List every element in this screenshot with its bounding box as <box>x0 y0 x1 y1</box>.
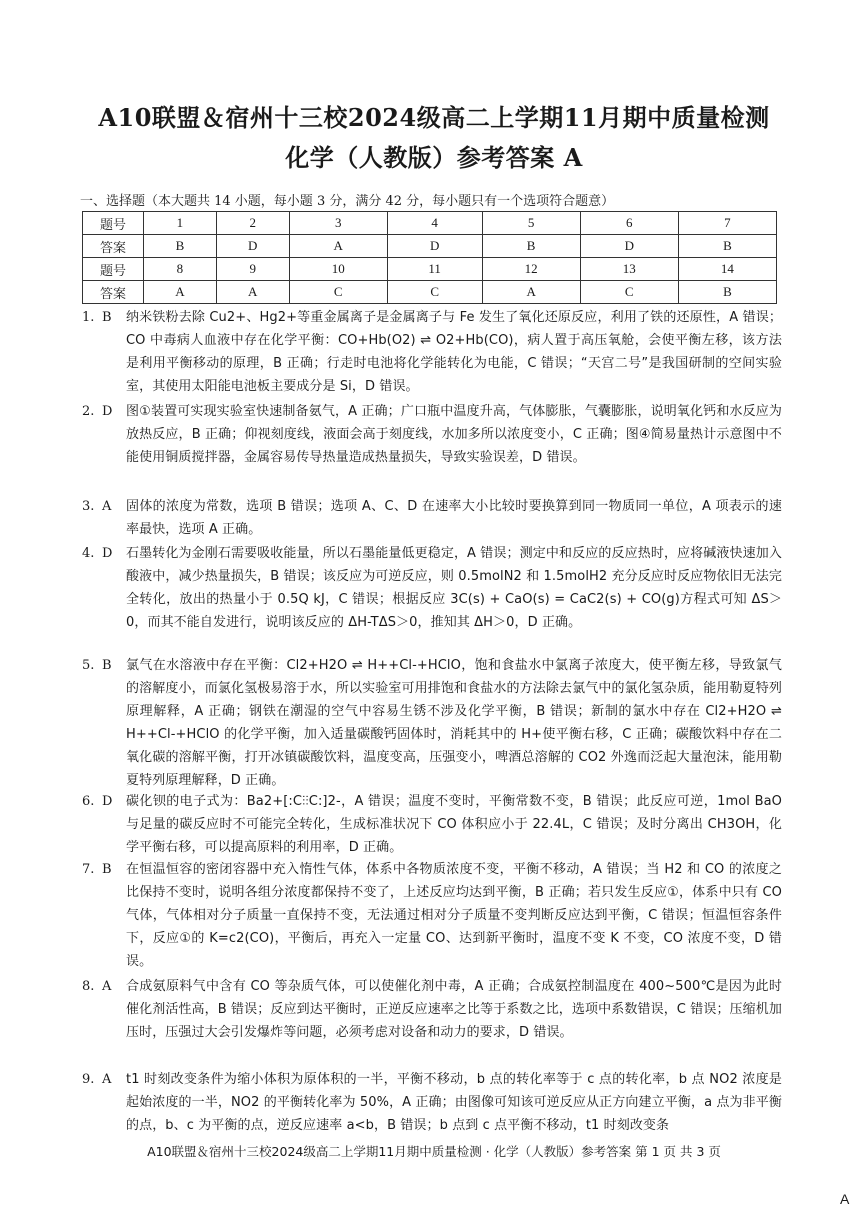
row-label: 题号 <box>83 258 144 281</box>
question-number: 4. <box>82 546 95 561</box>
question-number: 2. <box>82 404 95 419</box>
table-cell: 5 <box>482 212 580 235</box>
table-row <box>83 258 777 281</box>
question-number: 3. <box>82 499 95 514</box>
table-cell: 12 <box>482 258 580 281</box>
answer-choice: D <box>102 794 113 809</box>
document-title: A10联盟＆宿州十三校2024级高二上学期11月期中质量检测 <box>98 103 770 132</box>
table-cell: D <box>216 235 289 258</box>
explanation-text: 图①装置可实现实验室快速制备氨气，A 正确；广口瓶中温度升高，气体膨胀，气囊膨胀，说明氧化钙和水反应为放热反应，B 正确；仰视刻度线，液面会高于刻度线，水加多所以浓度变小，C 正确；图④简易量热计示意图中不能使用铜质搅拌器，金属容易传导热量造成热量损失，导致实验误差，D 错误。 <box>126 404 782 465</box>
question-number: 6. <box>82 794 95 809</box>
explanation-item <box>82 654 782 792</box>
table-cell: B <box>678 235 776 258</box>
table-cell: A <box>144 281 217 304</box>
answer-choice: D <box>102 546 113 561</box>
explanation-text: 合成氨原料气中含有 CO 等杂质气体，可以使催化剂中毒，A 正确；合成氨控制温度在 400~500℃是因为此时催化剂活性高，B 错误；反应到达平衡时，正逆反应速率之比等于系数之比，选项中系数错误，C 错误；压缩机加压时，压强过大会引发爆炸等问题，必须考虑对设备和动力的要求，D 错误。 <box>126 979 782 1040</box>
explanation-item <box>82 858 782 973</box>
table-cell: 14 <box>678 258 776 281</box>
answer-choice: D <box>102 404 113 419</box>
explanation-item <box>82 975 782 1044</box>
table-cell: A <box>216 281 289 304</box>
explanation-item <box>82 495 782 541</box>
question-number: 5. <box>82 658 95 673</box>
explanation-item <box>82 306 782 398</box>
explanation-text: 石墨转化为金刚石需要吸收能量，所以石墨能量低更稳定，A 错误；测定中和反应的反应热时，应将碱液快速加入酸液中，减少热量损失，B 错误；该反应为可逆反应，则 0.5molN2 和 1.5molH2 充分反应时反应物依旧无法完全转化，放出的热量小于 0.5Q kJ，C 错误；根据反应 3C(s) + CaO(s) = CaC2(s) + CO(g)方程式可知 ΔS＞0，而其不能自发进行，说明该反应的 ΔH-TΔS＞0，推知其 ΔH＞0，D 正确。 <box>126 546 782 630</box>
table-cell: 6 <box>580 212 678 235</box>
table-row <box>83 281 777 304</box>
corner-mark: A <box>840 1191 850 1207</box>
explanation-text: t1 时刻改变条件为缩小体积为原体积的一半，平衡不移动，b 点的转化率等于 c 点的转化率，b 点 NO2 浓度是起始浓度的一半，NO2 的平衡转化率为 50%，A 正确；由图像可知该可逆反应从正方向建立平衡，a 点为非平衡的点，b、c 为平衡的点，逆反应速率 a<b，B 错误；b 点到 c 点平衡不移动，t1 时刻改变条 <box>126 1072 782 1133</box>
table-cell: 2 <box>216 212 289 235</box>
row-label: 答案 <box>83 281 144 304</box>
explanation-item <box>82 542 782 634</box>
table-cell: 1 <box>144 212 217 235</box>
explanation-text: 固体的浓度为常数，选项 B 错误；选项 A、C、D 在速率大小比较时要换算到同一物质同一单位，A 项表示的速率最快，选项 A 正确。 <box>126 499 782 537</box>
page-footer: A10联盟＆宿州十三校2024级高二上学期11月期中质量检测 · 化学（人教版）参考答案 第 1 页 共 3 页 <box>147 1144 721 1159</box>
question-number: 7. <box>82 862 95 877</box>
table-cell: B <box>678 281 776 304</box>
answer-choice: A <box>102 1072 112 1087</box>
table-cell: D <box>387 235 482 258</box>
table-cell: 13 <box>580 258 678 281</box>
table-cell: 4 <box>387 212 482 235</box>
explanation-text: 在恒温恒容的密闭容器中充入惰性气体，体系中各物质浓度不变，平衡不移动，A 错误；当 H2 和 CO 的浓度之比保持不变时，说明各组分浓度都保持不变了，上述反应均达到平衡，B 正确；若只发生反应①，体系中只有 CO 气体，气体相对分子质量一直保持不变，无法通过相对分子质量不变判断反应达到平衡，C 错误；恒温恒容条件下，反应①的 K=c2(CO)，平衡后，再充入一定量 CO、达到新平衡时，温度不变 K 不变，CO 浓度不变，D 错误。 <box>126 862 782 969</box>
answer-choice: A <box>102 979 112 994</box>
document-subtitle: 化学（人教版）参考答案 A <box>285 143 583 172</box>
explanation-text: 氯气在水溶液中存在平衡：Cl2+H2O ⇌ H++Cl-+HClO，饱和食盐水中氯离子浓度大，使平衡左移，导致氯气的溶解度小，而氯化氢极易溶于水，所以实验室可用排饱和食盐水的方法除去氯气中的氯化氢杂质，能用勒夏特列原理解释，A 正确；钢铁在潮湿的空气中容易生锈不涉及化学平衡，B 错误；新制的氯水中存在 Cl2+H2O ⇌ H++Cl-+HClO 的化学平衡，加入适量碳酸钙固体时，消耗其中的 H+使平衡右移，C 正确；碳酸饮料中存在二氧化碳的溶解平衡，打开冰镇碳酸饮料，温度变高，压强变小，啤酒总溶解的 CO2 外逸而泛起大量泡沫，能用勒夏特列原理解释，D 正确。 <box>126 658 782 788</box>
table-cell: C <box>387 281 482 304</box>
table-cell: A <box>289 235 387 258</box>
explanation-item <box>82 1068 782 1137</box>
table-cell: A <box>482 281 580 304</box>
table-cell: 11 <box>387 258 482 281</box>
table-cell: 7 <box>678 212 776 235</box>
table-cell: 3 <box>289 212 387 235</box>
table-cell: 8 <box>144 258 217 281</box>
explanation-item <box>82 400 782 469</box>
table-row <box>83 212 777 235</box>
table-cell: 9 <box>216 258 289 281</box>
row-label: 答案 <box>83 235 144 258</box>
answer-choice: B <box>102 862 112 877</box>
table-cell: C <box>289 281 387 304</box>
table-cell: D <box>580 235 678 258</box>
table-cell: B <box>482 235 580 258</box>
question-number: 9. <box>82 1072 95 1087</box>
table-row <box>83 235 777 258</box>
answer-choice: B <box>102 310 112 325</box>
table-cell: C <box>580 281 678 304</box>
section-heading: 一、选择题（本大题共 14 小题，每小题 3 分，满分 42 分，每小题只有一个选项符合题意） <box>80 194 615 209</box>
table-cell: 10 <box>289 258 387 281</box>
answer-choice: A <box>102 499 112 514</box>
table-cell: B <box>144 235 217 258</box>
explanation-item <box>82 790 782 859</box>
question-number: 1. <box>82 310 95 325</box>
row-label: 题号 <box>83 212 144 235</box>
explanation-text: 碳化钡的电子式为：Ba2+[:C⫶⫶C:]2-，A 错误；温度不变时，平衡常数不变，B 错误；此反应可逆，1mol BaO 与足量的碳反应时不可能完全转化，生成标准状况下 CO 体积应小于 22.4L，C 错误；及时分离出 CH3OH，化学平衡右移，可以提高原料的利用率，D 正确。 <box>126 794 782 855</box>
answer-table <box>82 211 777 304</box>
question-number: 8. <box>82 979 95 994</box>
explanation-text: 纳米铁粉去除 Cu2+、Hg2+等重金属离子是金属离子与 Fe 发生了氧化还原反应，利用了铁的还原性，A 错误；CO 中毒病人血液中存在化学平衡：CO+Hb(O2) ⇌ O2+Hb(CO)，病人置于高压氧舱，会使平衡左移，该方法是利用平衡移动的原理，B 正确；行走时电池将化学能转化为电能，C 错误；“天宫二号”是我国研制的空间实验室，其使用太阳能电池板主要成分是 Si，D 错误。 <box>126 310 782 394</box>
answer-choice: B <box>102 658 112 673</box>
